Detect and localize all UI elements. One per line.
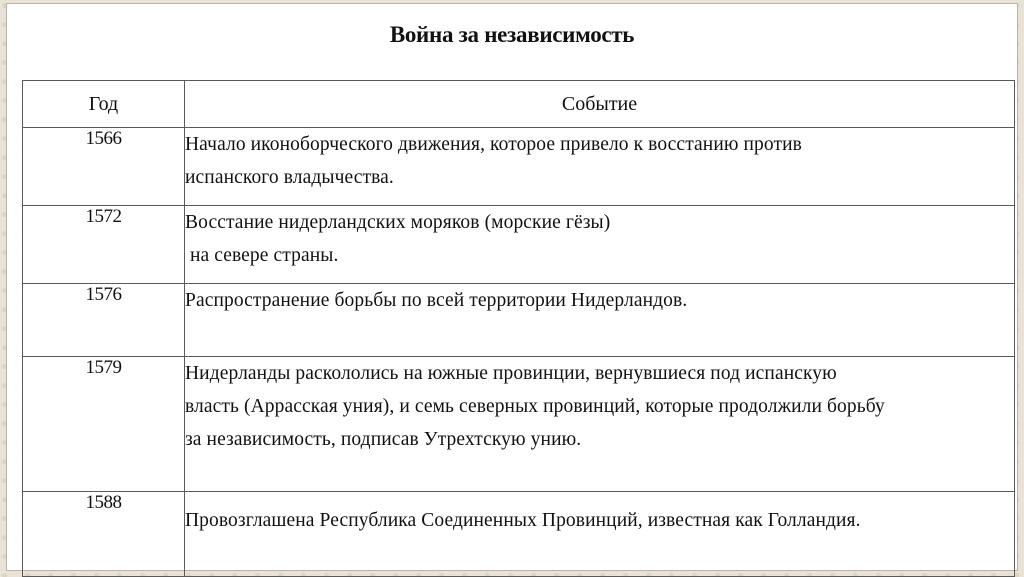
table-row [23,492,1015,577]
event-text: Нидерланды раскололись на южные провинции, вернувшиеся под испанскую [185,363,837,384]
event-text: испанского владычества. [185,167,394,188]
event-text: Восстание нидерландских моряков (морские гёзы) [185,212,611,233]
year-cell: 1579 [23,357,185,492]
event-cell [185,357,1015,492]
event-text: Провозглашена Республика Соединенных Провинций, известная как Голландия. [185,510,861,531]
table-row [23,128,1015,206]
year-cell: 1576 [23,284,185,357]
header-event: Событие [185,81,1015,128]
event-cell [185,492,1015,577]
table-row [23,284,1015,357]
event-cell [185,284,1015,357]
events-table [22,80,1015,577]
year-cell: 1588 [23,492,185,577]
table-header-row [23,81,1015,128]
table-row [23,357,1015,492]
event-cell [185,128,1015,206]
year-cell: 1566 [23,128,185,206]
event-text: Распространение борьбы по всей территории Нидерландов. [185,290,688,311]
event-text: власть (Аррасская уния), и семь северных провинций, которые продолжили борьбу [185,396,885,417]
slide [6,3,1018,571]
slide-title: Война за независимость [389,22,635,47]
table-row [23,206,1015,284]
event-cell [185,206,1015,284]
event-text: на севере страны. [185,245,339,266]
year-cell: 1572 [23,206,185,284]
header-year: Год [23,81,185,128]
event-text: за независимость, подписав Утрехтскую унию. [185,429,582,450]
event-text: Начало иконоборческого движения, которое привело к восстанию против [185,134,802,155]
